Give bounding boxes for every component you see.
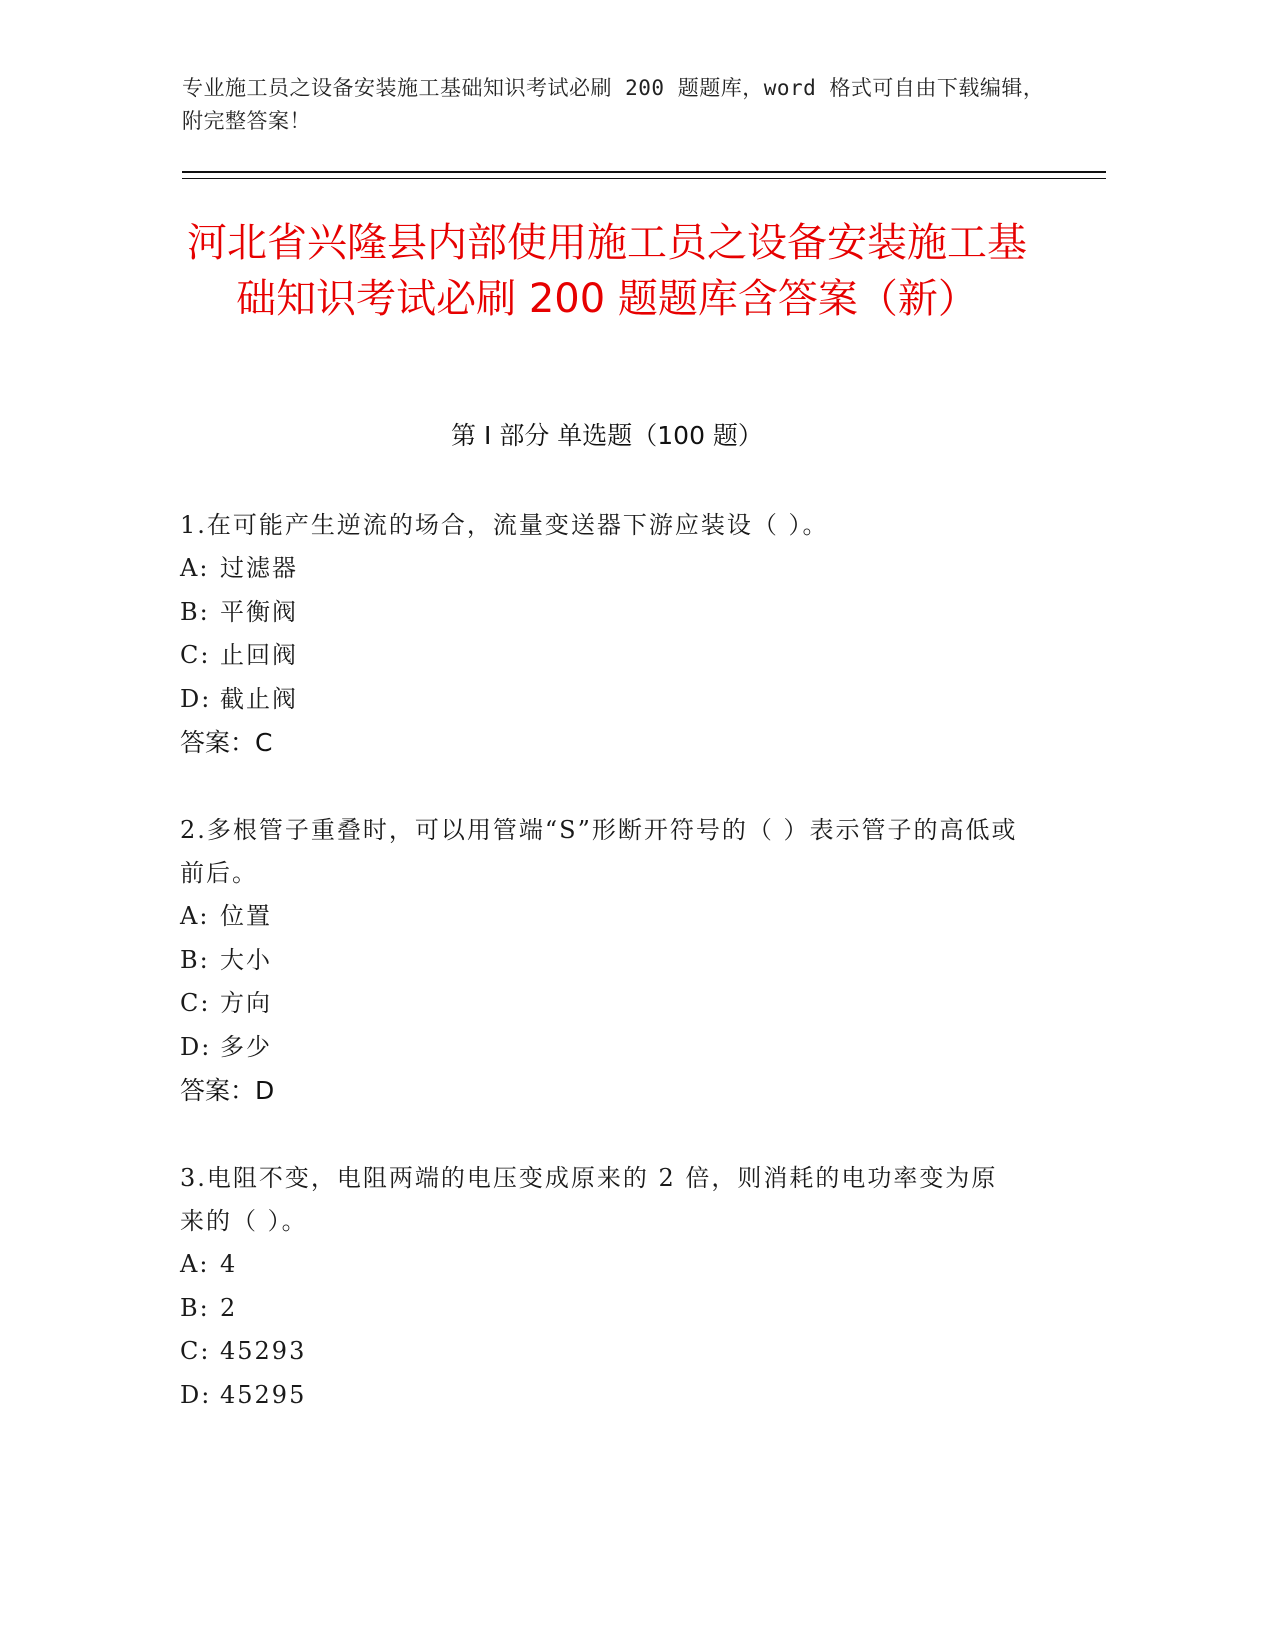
option-text: 4: [220, 1250, 238, 1278]
option-text: 截止阀: [220, 684, 298, 713]
section-title: 第 I 部分 单选题（100 题）: [451, 421, 763, 450]
question-text: 3.电阻不变，电阻两端的电压变成原来的 2 倍，则消耗的电功率变为原来的（ ）。: [180, 1164, 998, 1235]
option-key: A:: [180, 554, 210, 582]
option-text: 多少: [220, 1032, 272, 1061]
option-text: 2: [220, 1293, 238, 1322]
option-key: A:: [180, 902, 210, 930]
option-b: [180, 591, 1020, 635]
question-text: 2.多根管子重叠时，可以用管端“S”形断开符号的（ ）表示管子的高低或前后。: [180, 816, 1018, 887]
header-divider-thin: [182, 178, 1106, 179]
option-b: [180, 1287, 1020, 1331]
option-text: 过滤器: [220, 554, 298, 582]
option-a: [180, 1243, 1020, 1287]
answer-line: 答案：C: [180, 728, 273, 757]
option-c: [180, 634, 1020, 678]
option-key: C:: [180, 1337, 211, 1365]
option-c: [180, 982, 1020, 1026]
question-1: [180, 504, 1020, 765]
option-key: B:: [180, 597, 210, 626]
option-text: 方向: [220, 989, 272, 1017]
answer-line: 答案：D: [180, 1076, 275, 1105]
option-d: [180, 678, 1020, 722]
option-key: D:: [180, 1032, 212, 1061]
header-note: 专业施工员之设备安装施工基础知识考试必刷 200 题题库，word 格式可自由下载编辑，附完整答案！: [182, 76, 1045, 133]
option-key: D:: [180, 1380, 212, 1409]
option-key: C:: [180, 641, 211, 669]
question-3: [180, 1157, 1020, 1417]
option-key: D:: [180, 684, 212, 713]
option-text: 45293: [220, 1337, 307, 1365]
option-a: [180, 547, 1020, 591]
option-key: B:: [180, 1293, 210, 1322]
option-text: 大小: [220, 945, 272, 974]
header-divider-thick: [182, 171, 1106, 173]
document-title: 河北省兴隆县内部使用施工员之设备安装施工基础知识考试必刷 200 题题库含答案（新）: [187, 220, 1027, 322]
option-text: 平衡阀: [220, 597, 298, 626]
option-d: [180, 1026, 1020, 1070]
question-2: [180, 809, 1020, 1113]
question-list: [180, 504, 1020, 1461]
option-text: 45295: [220, 1380, 307, 1409]
option-c: [180, 1330, 1020, 1374]
option-key: C:: [180, 989, 211, 1017]
question-text: 1.在可能产生逆流的场合，流量变送器下游应装设（ ）。: [180, 511, 829, 539]
option-d: [180, 1374, 1020, 1418]
option-key: B:: [180, 945, 210, 974]
option-a: [180, 895, 1020, 939]
option-text: 位置: [220, 902, 272, 930]
option-b: [180, 939, 1020, 983]
option-text: 止回阀: [220, 641, 298, 669]
option-key: A:: [180, 1250, 210, 1278]
